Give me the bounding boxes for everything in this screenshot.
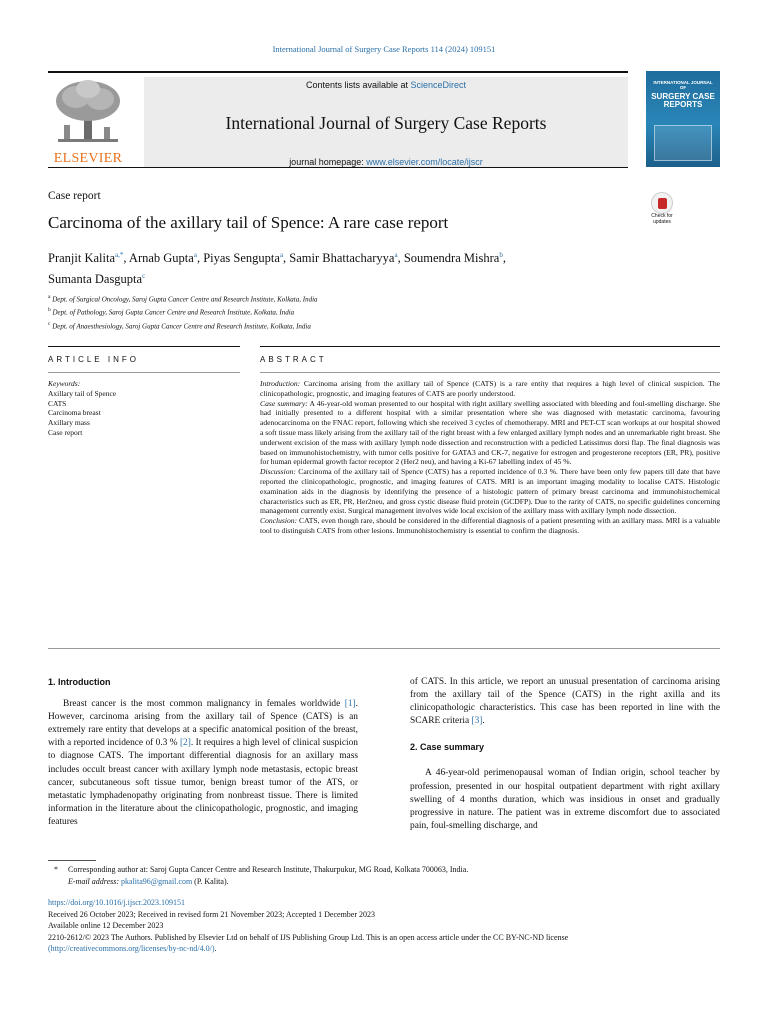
keyword-item: Axillary tail of Spence	[48, 388, 117, 398]
abstract-text: Carcinoma arising from the axillary tail of Spence (CATS) is a rare entity that requires a high level of clinical suspicion. The clinicopathologic, prognostic, and imaging features of CATS are poorly understood.	[260, 379, 720, 398]
cover-title: SURGERY CASE REPORTS	[651, 92, 715, 110]
keyword-item: Case report	[48, 427, 83, 437]
corresponding-author-note	[48, 864, 720, 876]
abstract-label: Conclusion:	[260, 516, 298, 526]
journal-cover-thumbnail[interactable]	[646, 71, 720, 167]
reference-link[interactable]: [3]	[471, 716, 483, 727]
affiliation-mark: b	[48, 307, 51, 314]
author-affil-mark[interactable]: b	[499, 251, 503, 259]
footnote-rule	[48, 860, 96, 861]
body-text: Breast cancer is the most common malignancy in females worldwide	[63, 699, 345, 710]
author-affil-mark[interactable]: a	[193, 251, 197, 259]
author-name[interactable]: Piyas Sengupta	[203, 251, 280, 266]
introduction-paragraph-cont	[410, 676, 720, 728]
sciencedirect-link[interactable]: ScienceDirect	[410, 80, 467, 90]
license-note	[48, 932, 720, 955]
received-dates: Received 26 October 2023; Received in revised form 21 November 2023; Accepted 1 December 2023	[48, 909, 376, 919]
abstract-text: A 46-year-old woman presented to our hospital with right axillary swelling associated with bleeding and foul-smelling discharge. She had initially presented to a different hospital with a similar presentation where she was diagnosed with metastatic carcinoma, favouring adenocarcinoma on the FNAC report, following which she received 3 cycles of chemotherapy. MRI and PET-CT scan workups at our hospital showed a soft tissue mass likely arising from the axillary tail of the right breast with a few enlarged axillary lymph nodes and an unremarkable right breast. She underwent excision of the mass with axillary lymph node dissection and reconstruction with a pedicled Latissimus dorsi flap. The final diagnosis was based on immunohistochemistry, with tumor cells positive for GATA3 and CK-7, negative for estrogen and progesterone receptors (ER, PR), positive for human epidermal growth factor receptor 2 (Her2 neu), and having a Ki-67 labelling index of 45 %.	[260, 398, 720, 467]
keyword-item: Axillary mass	[48, 418, 90, 428]
affiliation-text: Dept. of Anaesthesiology, Saroj Gupta Cancer Centre and Research Institute, Kolkata, India	[52, 321, 311, 330]
author-name[interactable]: Sumanta Dasgupta	[48, 272, 143, 287]
elsevier-tree-icon	[52, 77, 124, 147]
crossmark-label: Check for updates	[651, 213, 673, 225]
keyword-item: CATS	[48, 398, 67, 408]
footnote-text: Corresponding author at: Saroj Gupta Cancer Centre and Research Institute, Thakurpukur, MG Road, Kolkata 700063, India.	[68, 865, 469, 874]
author-list	[48, 246, 668, 288]
author-name[interactable]: Samir Bhattacharyya	[289, 251, 395, 266]
keywords-block	[48, 379, 240, 438]
masthead-info-box	[144, 77, 628, 167]
article-title: Carcinoma of the axillary tail of Spence: A rare case report	[48, 213, 449, 232]
affiliation-list	[48, 292, 688, 332]
affiliation-item	[48, 319, 688, 332]
author-name[interactable]: Arnab Gupta	[128, 251, 194, 266]
abstract-label: Case summary:	[260, 398, 308, 408]
author-sep: ,	[283, 251, 290, 266]
abstract-bottom-rule	[48, 648, 720, 649]
homepage-line	[144, 157, 628, 167]
footnotes	[48, 864, 720, 955]
affiliation-text: Dept. of Pathology, Saroj Gupta Cancer Centre and Research Institute, Kolkata, India	[52, 308, 295, 317]
running-head[interactable]: International Journal of Surgery Case Reports 114 (2024) 109151	[272, 44, 496, 54]
case-summary-heading: 2. Case summary	[410, 742, 485, 753]
author-name[interactable]: Soumendra Mishra	[403, 251, 500, 266]
doi-link[interactable]: https://doi.org/10.1016/j.ijscr.2023.109151	[48, 898, 185, 907]
author-name[interactable]: Pranjit Kalita	[48, 251, 115, 266]
license-text: 2210-2612/© 2023 The Authors. Published by Elsevier Ltd on behalf of IJS Publishing Group Ltd. This is an open access article under the CC BY-NC-ND license	[48, 932, 569, 942]
abstract-body	[260, 379, 720, 536]
reference-link[interactable]: [1]	[344, 699, 356, 710]
abstract-discussion	[260, 467, 720, 516]
masthead-top-rule	[48, 71, 628, 73]
journal-title: International Journal of Surgery Case Reports	[225, 113, 547, 133]
abstract-label: Introduction:	[260, 379, 301, 388]
body-column-left	[48, 676, 358, 829]
crossmark-icon	[651, 192, 673, 214]
affiliation-item	[48, 305, 688, 318]
cover-artwork	[654, 125, 712, 161]
cover-top-text: INTERNATIONAL JOURNAL OF	[653, 80, 713, 90]
abstract-top-rule	[260, 346, 720, 347]
abstract-introduction	[260, 379, 720, 399]
journal-masthead	[48, 71, 628, 169]
abstract-text: CATS, even though rare, should be considered in the differential diagnosis of a patient presenting with an axillary mass. MRI is a valuable tool to distinguish CATS from other lesions. Immunohistochemistry is essential to confirm the diagnosis.	[260, 516, 720, 535]
footnote-text: (P. Kalita).	[192, 876, 229, 886]
case-summary-paragraph: A 46-year-old perimenopausal woman of Indian origin, school teacher by profession, presented in our hospital outpatient department with right axillary swelling of 4 months duration, which was insidious in onset and gradually progressive in nature. The patient was in extreme discomfort due to associated pain, foul-smelling discharge, and	[410, 768, 720, 831]
license-link[interactable]: (http://creativecommons.org/licenses/by-nc-nd/4.0/)	[48, 944, 215, 953]
abstract-rule	[260, 372, 720, 373]
article-type: Case report	[48, 190, 101, 202]
keywords-label: Keywords:	[48, 379, 81, 388]
author-sep: ,	[123, 251, 129, 266]
introduction-heading: 1. Introduction	[48, 677, 111, 687]
abstract-label: Discussion:	[260, 467, 296, 477]
abstract-text: Carcinoma of the axillary tail of Spence (CATS) has a reported incidence of 0.3 %. There have been only few papers till date that have reported the clinicopathologic, prognostic, and imaging features of CATS. MRI is an important imaging modality to localise CATS. Histologic examination aids in the diagnosis by identifying the presence of a histologic pattern of primary breast carcinoma and immunohistochemical characteristics such as ER, PR, Her2neu, and gross cystic disease fluid protein (GCDFP). Due to the rarity of CATS, no specific guidelines concerning management currently exist. Surgical management involves wide local excision of the axillary mass with axillary lymph node dissection.	[260, 467, 720, 516]
author-affil-mark[interactable]: a,*	[115, 251, 124, 259]
author-affil-mark[interactable]: a	[279, 251, 284, 259]
abstract-conclusion	[260, 516, 720, 536]
affiliation-mark: a	[48, 294, 51, 300]
affiliation-mark: c	[48, 320, 51, 327]
body-text: . However, carcinoma arising from the axillary tail of Spence (CATS) is an extremely rare entity that develops at a specific anatomical position of the breast, with a reported incidence of 0.3 %	[48, 699, 358, 749]
body-text: . It requires a high level of clinical suspicion to diagnose CATS. The important differential diagnosis for an axillary mass includes occult breast cancer with axillary lymph node metastasis, ectopic breast cancer, subcutaneous soft tissue tumor, benign breast tumor of the ATS, or metastatic lymphadenopathy originating from nonbreast tissue. There is limited information in the literature about the clinicopathologic, prognostic, and imaging features	[48, 738, 358, 827]
article-info-rule	[48, 372, 240, 373]
footnote-text: .	[214, 944, 217, 953]
article-info-heading: ARTICLE INFO	[48, 355, 139, 364]
masthead-bottom-rule	[48, 167, 628, 168]
body-text: .	[482, 716, 485, 727]
body-text: of CATS. In this article, we report an unusual presentation of carcinoma arising from the axillary tail of the Spence (CATS) in the right axilla and its clinicopathologic characteristics. This case has been reported in line with the SCARE criteria	[410, 677, 720, 727]
keyword-item: Carcinoma breast	[48, 408, 101, 418]
available-online: Available online 12 December 2023	[48, 921, 164, 930]
email-link[interactable]: pkalita96@gmail.com	[121, 876, 193, 886]
journal-homepage-link[interactable]: www.elsevier.com/locate/ijscr	[366, 157, 483, 167]
elsevier-wordmark: ELSEVIER	[53, 151, 123, 166]
homepage-prefix: journal homepage:	[289, 157, 367, 167]
introduction-paragraph	[48, 698, 358, 829]
author-sep: ,	[196, 251, 204, 266]
contents-line	[144, 80, 628, 90]
check-for-updates-button[interactable]	[645, 192, 679, 232]
affiliation-item	[48, 292, 688, 305]
footnote-mark: *	[54, 865, 58, 874]
body-column-right	[410, 676, 720, 833]
reference-link[interactable]: [2]	[179, 738, 191, 749]
abstract-case-summary	[260, 399, 720, 468]
email-label: E-mail address:	[68, 876, 120, 886]
email-note	[48, 876, 720, 888]
author-sep: ,	[502, 251, 506, 266]
author-affil-mark[interactable]: a	[394, 251, 398, 259]
author-sep: ,	[397, 251, 404, 266]
article-info-top-rule	[48, 346, 240, 347]
contents-prefix: Contents lists available at	[305, 80, 411, 90]
author-affil-mark[interactable]: c	[142, 272, 146, 281]
abstract-heading: ABSTRACT	[260, 355, 327, 364]
affiliation-text: Dept. of Surgical Oncology, Saroj Gupta Cancer Centre and Research Institute, Kolkata, India	[52, 295, 318, 304]
elsevier-logo	[48, 75, 128, 167]
